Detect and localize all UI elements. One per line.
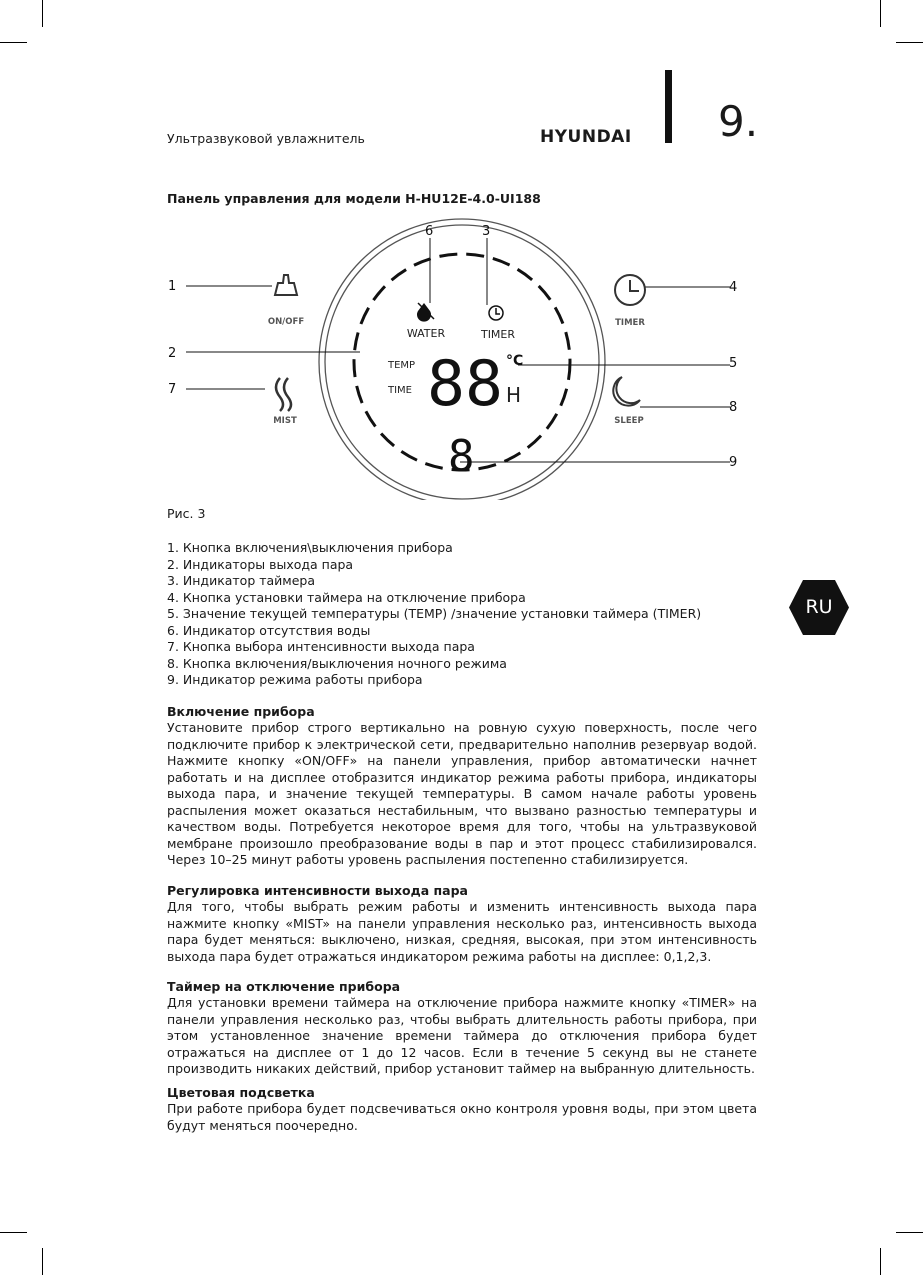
crop-mark xyxy=(880,0,881,27)
hours-unit: H xyxy=(506,383,522,407)
section-body: Для установки времени таймера на отключение прибора нажмите кнопку «TIMER» на панели управления несколько раз, чтобы выбрать длительность работы прибора, при этом установленное значение времени таймера до отключения прибора будет отражаться на дисплее от 1 до 12 часов. Если в течение 5 секунд вы не станете производить никаких действий, прибор установит таймер на выбранную длительность. xyxy=(167,995,757,1076)
crop-mark xyxy=(0,1232,27,1233)
section-power-on xyxy=(167,703,757,869)
timer-indicator-label: TIMER xyxy=(480,328,516,341)
water-indicator xyxy=(417,303,434,322)
section-body: При работе прибора будет подсвечиваться окно контроля уровня воды, при этом цвета будут меняться поочередно. xyxy=(167,1101,757,1133)
section-heading: Регулировка интенсивности выхода пара xyxy=(167,883,468,898)
moon-icon xyxy=(613,377,640,406)
callout-8: 8 xyxy=(729,400,738,415)
section-heading: Включение прибора xyxy=(167,704,315,719)
sleep-button[interactable] xyxy=(613,377,643,426)
timer-button-label: TIMER xyxy=(615,318,645,328)
control-panel-diagram xyxy=(160,215,770,500)
callout-9: 9 xyxy=(729,455,738,470)
crop-mark xyxy=(896,42,923,43)
section-heading: Таймер на отключение прибора xyxy=(167,979,401,994)
crop-mark xyxy=(42,1248,43,1275)
power-button-label: ON/OFF xyxy=(267,317,305,327)
page-number: 9. xyxy=(718,97,759,146)
mist-icon xyxy=(276,378,291,411)
legend-item: 5. Значение текущей температуры (TEMP) /значение установки таймера (TIMER) xyxy=(167,606,702,621)
crop-mark xyxy=(42,0,43,27)
legend-item: 9. Индикатор режима работы прибора xyxy=(167,672,423,687)
crop-mark xyxy=(0,42,27,43)
section-mist-control xyxy=(167,882,757,965)
sleep-button-label: SLEEP xyxy=(614,416,644,426)
mist-button[interactable] xyxy=(273,378,297,426)
legend-item: 8. Кнопка включения/выключения ночного режима xyxy=(167,655,507,671)
figure-caption: Рис. 3 xyxy=(167,506,206,521)
water-label: WATER xyxy=(406,327,446,340)
section-body: Для того, чтобы выбрать режим работы и изменить интенсивность выхода пара нажмите кнопку «MIST» на панели управления несколько раз, интенсивность выхода пара будет меняться: выключено, низкая, средняя, высокая, при этом интенсивность выхода пара будет отражаться индикатором режима работы на дисплее: 0,1,2,3. xyxy=(167,899,757,964)
section-heading: Цветовая подсветка xyxy=(167,1085,315,1100)
mist-button-label: MIST xyxy=(273,416,297,426)
legend-item: 3. Индикатор таймера xyxy=(167,573,316,588)
legend-item: 7. Кнопка выбора интенсивности выхода пара xyxy=(167,639,475,654)
legend-item: 1. Кнопка включения\выключения прибора xyxy=(167,540,453,555)
mode-digit: 8 xyxy=(448,431,475,482)
time-label: TIME xyxy=(388,385,413,396)
callout-3: 3 xyxy=(482,224,491,239)
language-badge: RU xyxy=(805,596,833,618)
water-drop-icon xyxy=(417,303,431,322)
temp-label: TEMP xyxy=(388,360,416,371)
power-button[interactable] xyxy=(268,275,304,327)
brand-logo: HYUNDAI xyxy=(540,127,632,147)
timer-button[interactable] xyxy=(615,275,645,328)
callout-2: 2 xyxy=(168,346,177,361)
section-body: Установите прибор строго вертикально на ровную сухую поверхность, после чего подключите прибор к электрической сети, предварительно наполнив резервуар водой. Нажмите кнопку «ON/OFF» на панели управления, прибор автоматически начнет работать и на дисплее отобразится индикатор режима работы прибора, индикаторы выхода пара, и значение текущей температуры. В самом начале работы уровень распыления может оказаться нестабильным, что вызвано разностью температуры и качеством воды. Потребуется некоторое время для того, чтобы на ультразвуковой мембране произошло преобразование воды в пар и этот процесс стабилизировался. Через 10–25 минут работы уровень распыления постепенно стабилизируется. xyxy=(167,720,757,867)
legend-item: 6. Индикатор отсутствия воды xyxy=(167,622,371,638)
callout-4: 4 xyxy=(729,280,738,295)
section-timer xyxy=(167,978,757,1078)
legend-item: 2. Индикаторы выхода пара xyxy=(167,556,354,572)
callout-1: 1 xyxy=(168,279,177,294)
callout-7: 7 xyxy=(168,382,177,397)
crop-mark xyxy=(896,1232,923,1233)
legend-item: 4. Кнопка установки таймера на отключение прибора xyxy=(167,589,526,605)
crop-mark xyxy=(880,1248,881,1275)
main-digits: 88 xyxy=(427,347,503,420)
power-icon xyxy=(275,275,297,295)
callout-6: 6 xyxy=(425,224,434,239)
celsius-unit: °C xyxy=(506,353,524,369)
legend-list xyxy=(167,540,767,689)
callout-5: 5 xyxy=(729,356,738,371)
section-title: Панель управления для модели H-HU12E-4.0-UI188 xyxy=(167,191,541,206)
header-subtitle: Ультразвуковой увлажнитель xyxy=(167,131,365,146)
section-backlight xyxy=(167,1084,757,1134)
header-divider xyxy=(665,70,672,143)
timer-indicator xyxy=(489,306,503,320)
